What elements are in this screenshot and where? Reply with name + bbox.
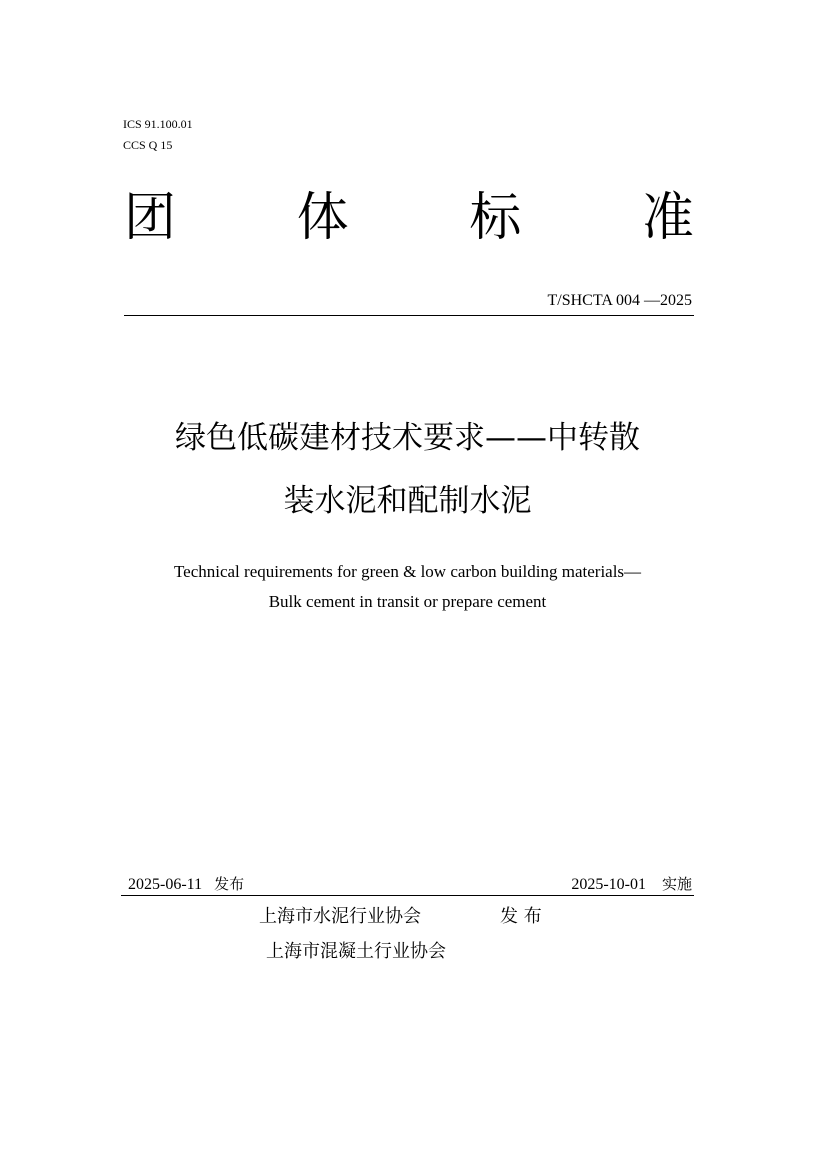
effective-date-block: [571, 873, 692, 896]
issue-label: 发 布: [500, 906, 542, 927]
chinese-title: [90, 407, 725, 533]
english-title-line-1: Technical requirements for green & low carbon building materials—: [173, 562, 642, 581]
issuer-org-1: 上海市水泥行业协会: [259, 906, 421, 927]
ccs-code: CCS Q 15: [123, 138, 173, 152]
effective-label: 实施: [661, 875, 692, 893]
publish-date-block: [128, 873, 244, 896]
category-char-3: 标: [469, 188, 522, 248]
standard-category-heading: [124, 188, 694, 248]
top-divider: [124, 315, 694, 316]
english-title: [90, 557, 725, 617]
category-char-1: 团: [124, 188, 177, 248]
standard-number: T/SHCTA 004 —2025: [547, 292, 692, 309]
category-char-2: 体: [296, 188, 349, 248]
bottom-divider: [121, 895, 694, 896]
effective-date: 2025-10-01: [571, 876, 646, 893]
english-title-line-2: Bulk cement in transit or prepare cement: [268, 592, 547, 611]
category-char-4: 准: [641, 188, 694, 248]
chinese-title-line-2: 装水泥和配制水泥: [283, 483, 532, 519]
issuer-org-2: 上海市混凝土行业协会: [266, 941, 446, 962]
ics-code: ICS 91.100.01: [123, 117, 193, 131]
chinese-title-line-1: 绿色低碳建材技术要求——中转散: [175, 420, 640, 456]
publish-label: 发布: [214, 875, 245, 893]
publish-date: 2025-06-11: [128, 876, 203, 893]
